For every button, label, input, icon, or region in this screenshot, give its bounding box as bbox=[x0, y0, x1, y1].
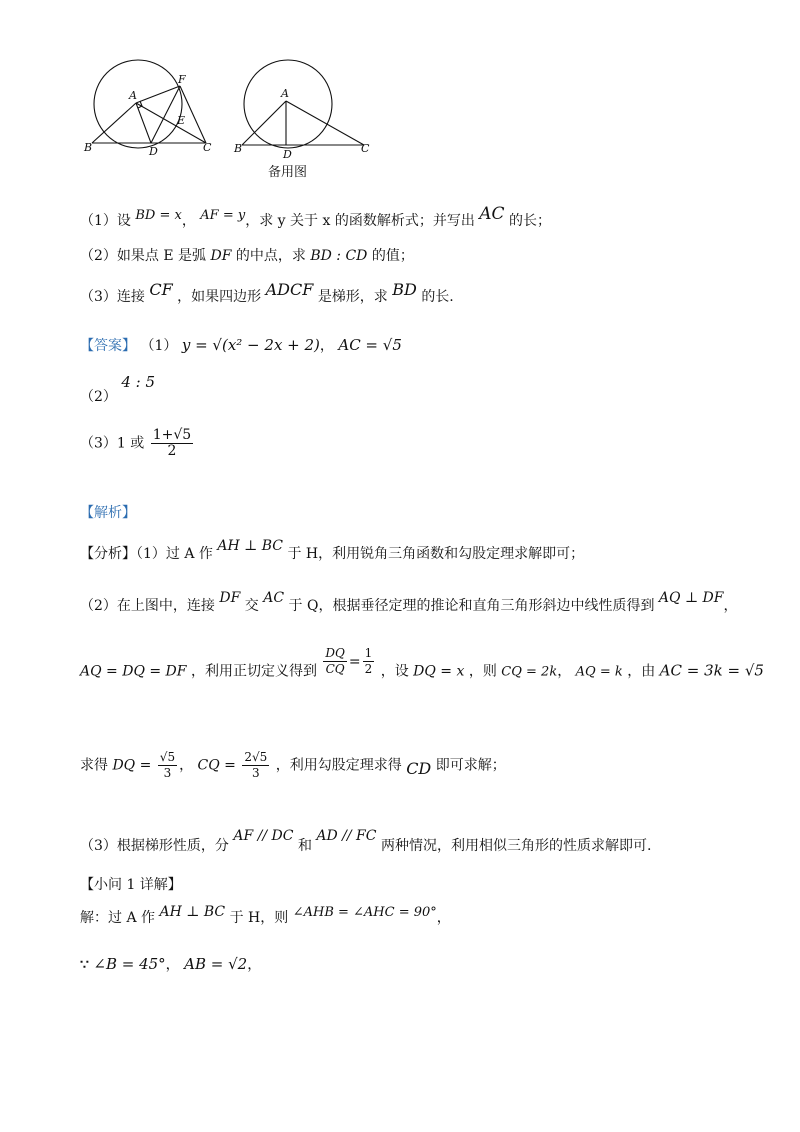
analysis-p4-f1-den: 3 bbox=[163, 766, 172, 780]
analysis-p2-math-aq: AQ ⊥ DF bbox=[658, 590, 724, 606]
detail-l2-sep: ， bbox=[165, 957, 180, 973]
analysis-p4-math-cd: CD bbox=[406, 758, 432, 778]
q3-math-adcf: ADCF bbox=[265, 280, 314, 299]
answer-3-den: 2 bbox=[167, 443, 177, 459]
analysis-p4-f2-num: 2√5 bbox=[244, 750, 268, 764]
detail-title: 【小问 1 详解】 bbox=[80, 877, 182, 893]
answer-1-sep: ， bbox=[319, 338, 334, 354]
q3-math-bd: BD bbox=[392, 280, 417, 299]
detail-l2-because: ∵ bbox=[80, 957, 89, 973]
fig1-label-f: F bbox=[178, 73, 186, 86]
q1-math-bd: BD = x bbox=[135, 208, 182, 223]
analysis-p3-frac2-num: 1 bbox=[364, 646, 373, 660]
fig1-line-af bbox=[136, 86, 180, 103]
analysis-p3 bbox=[80, 646, 764, 687]
analysis-p5-suffix: 两种情况，利用相似三角形的性质求解即可. bbox=[380, 838, 652, 854]
answer-1-math2: AC = √5 bbox=[338, 336, 402, 354]
q1-prefix: （1）设 bbox=[80, 213, 131, 229]
answer-2-prefix: （2） bbox=[80, 389, 117, 405]
fig1-line-ad bbox=[136, 103, 151, 143]
q1-mid: ，求 y 关于 x 的函数解析式；并写出 bbox=[245, 213, 475, 229]
detail-l1 bbox=[80, 904, 451, 927]
analysis-p3-mid4: ，由 bbox=[627, 663, 656, 680]
analysis-p2-prefix: （2）在上图中，连接 bbox=[80, 598, 215, 614]
figure-2 bbox=[242, 60, 364, 148]
analysis-p4-lhs2: CQ = bbox=[197, 757, 236, 774]
q3-prefix: （3）连接 bbox=[80, 289, 145, 305]
analysis-p3-frac2-den: 2 bbox=[364, 662, 373, 676]
analysis-p1-suffix: 于 H，利用锐角三角函数和勾股定理求解即可； bbox=[287, 546, 585, 562]
analysis-p3-frac2 bbox=[363, 646, 375, 677]
answer-3-num: 1+√5 bbox=[152, 427, 192, 443]
detail-l2-end: ， bbox=[247, 957, 262, 973]
analysis-p3-frac-den: CQ bbox=[325, 662, 345, 676]
geometry-figures bbox=[80, 58, 400, 183]
analysis-p4-sep: ， bbox=[179, 757, 194, 774]
analysis-p1-prefix: 【分析】（1）过 A 作 bbox=[80, 546, 213, 562]
analysis-p5-math1: AF // DC bbox=[233, 828, 294, 844]
q3-mid: ，如果四边形 bbox=[177, 289, 262, 305]
fig1-label-c: C bbox=[203, 141, 212, 154]
detail-l1-mid: 于 H，则 bbox=[229, 910, 289, 926]
analysis-p3-mid2: ，设 bbox=[380, 663, 409, 680]
analysis-p2-mid2: 于 Q，根据垂径定理的推论和直角三角形斜边中线性质得到 bbox=[288, 598, 655, 614]
fig1-label-a: A bbox=[129, 89, 137, 102]
analysis-p3-math4: AQ = k bbox=[575, 664, 623, 680]
q1-suffix: 的长； bbox=[509, 213, 552, 229]
analysis-p1-math: AH ⊥ BC bbox=[217, 538, 284, 554]
analysis-tag: 【解析】 bbox=[80, 505, 136, 521]
fig1-label-d: D bbox=[149, 145, 158, 158]
fig1-label-b: B bbox=[84, 141, 93, 154]
analysis-p2-end: ， bbox=[723, 598, 738, 614]
q1-math-ac: AC bbox=[479, 204, 505, 224]
q2-math-ratio: BD : CD bbox=[310, 248, 368, 264]
analysis-p5-mid: 和 bbox=[297, 838, 312, 854]
q3-suffix: 的长. bbox=[421, 289, 454, 305]
analysis-p4 bbox=[80, 750, 506, 781]
q3-math-cf: CF bbox=[149, 280, 173, 299]
fig2-label-c: C bbox=[361, 142, 370, 155]
analysis-p5 bbox=[80, 828, 651, 855]
q2-prefix: （2）如果点 E 是弧 bbox=[80, 248, 207, 264]
detail-l2 bbox=[80, 954, 261, 974]
analysis-p4-prefix: 求得 bbox=[80, 757, 108, 774]
answer-tag: 【答案】 bbox=[80, 338, 136, 354]
figure-1 bbox=[92, 60, 206, 148]
q3-mid2: 是梯形，求 bbox=[317, 289, 388, 305]
q1-sep: ， bbox=[181, 213, 196, 229]
analysis-p3-math3: CQ = 2k bbox=[501, 664, 558, 680]
fig2-circle bbox=[244, 60, 332, 148]
analysis-p3-frac bbox=[323, 646, 346, 677]
analysis-p2-mid1: 交 bbox=[244, 598, 259, 614]
fig2-label-d: D bbox=[283, 148, 292, 161]
fig2-label-a: A bbox=[281, 87, 289, 100]
analysis-p3-math2: DQ = x bbox=[413, 663, 465, 680]
question-1 bbox=[80, 204, 551, 230]
analysis-p4-frac2 bbox=[242, 750, 269, 781]
fig2-label-b: B bbox=[234, 142, 243, 155]
analysis-p3-eq: = bbox=[348, 653, 361, 670]
fig1-label-e: E bbox=[177, 114, 186, 127]
answer-1-math: y = √(x² − 2x + 2) bbox=[181, 336, 320, 354]
fig2-line-ac bbox=[286, 101, 364, 145]
analysis-p3-math5: AC = 3k = √5 bbox=[659, 661, 764, 680]
analysis-p2-math-df: DF bbox=[219, 590, 241, 606]
analysis-p3-math1: AQ = DQ = DF bbox=[80, 663, 187, 680]
fig1-line-ac bbox=[136, 103, 206, 143]
detail-l2-math1: ∠B = 45° bbox=[93, 955, 166, 973]
analysis-p1 bbox=[80, 538, 584, 563]
analysis-p2-math-ac: AC bbox=[263, 590, 285, 606]
answer-2-math: 4 : 5 bbox=[121, 373, 156, 391]
detail-l1-math: AH ⊥ BC bbox=[159, 904, 226, 920]
answer-2 bbox=[80, 372, 156, 405]
analysis-p4-lhs1: DQ = bbox=[112, 757, 152, 774]
analysis-p4-f2-den: 3 bbox=[252, 766, 260, 780]
analysis-p3-sep: ， bbox=[557, 663, 572, 680]
analysis-p5-math2: AD // FC bbox=[316, 828, 377, 844]
analysis-p4-frac1 bbox=[158, 750, 177, 781]
detail-l1-prefix: 解：过 A 作 bbox=[80, 910, 156, 926]
answer-3 bbox=[80, 428, 195, 459]
analysis-p3-frac-num: DQ bbox=[325, 646, 345, 660]
detail-l1-end: ， bbox=[436, 910, 451, 926]
figure-caption: 备用图 bbox=[268, 165, 308, 180]
detail-l1-math2: ∠AHB = ∠AHC = 90° bbox=[292, 905, 437, 920]
q1-math-af: AF = y bbox=[200, 208, 246, 223]
q2-suffix: 的值； bbox=[371, 248, 414, 264]
answer-1 bbox=[80, 335, 402, 355]
analysis-p2 bbox=[80, 590, 738, 615]
analysis-p4-suffix: 即可求解； bbox=[435, 757, 506, 774]
question-3 bbox=[80, 280, 454, 306]
q2-math-df: DF bbox=[210, 248, 232, 264]
analysis-p3-mid1: ，利用正切定义得到 bbox=[190, 663, 317, 680]
analysis-p5-prefix: （3）根据梯形性质，分 bbox=[80, 838, 229, 854]
q2-mid: 的中点，求 bbox=[235, 248, 306, 264]
detail-l2-math2: AB = √2 bbox=[184, 955, 248, 973]
analysis-p4-f1-num: √5 bbox=[159, 750, 176, 764]
answer-3-prefix: （3）1 或 bbox=[80, 435, 145, 452]
analysis-p3-mid3: ，则 bbox=[468, 663, 497, 680]
answer-3-fraction bbox=[151, 428, 193, 459]
analysis-p4-mid: ，利用勾股定理求得 bbox=[275, 757, 402, 774]
question-2 bbox=[80, 245, 414, 265]
answer-1-prefix: （1） bbox=[140, 338, 178, 354]
